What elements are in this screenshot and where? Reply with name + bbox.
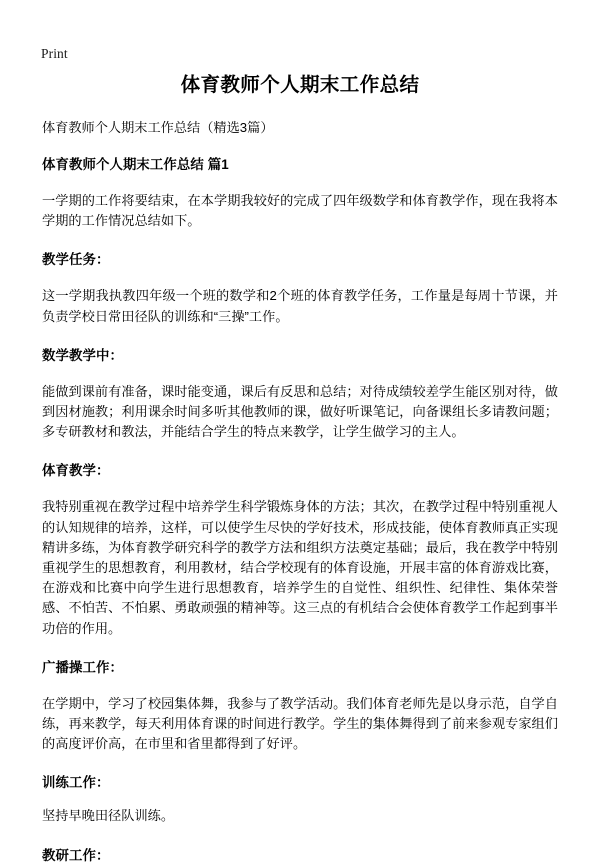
- print-button[interactable]: Print: [41, 46, 68, 61]
- section-body-math-teaching: 能做到课前有准备，课时能变通，课后有反思和总结；对待成绩较差学生能区别对待，做到因材施教；利用课余时间多听其他教师的课，做好听课笔记，向备课组长多请教问题；多专研教材和教法，并能结合学生的特点来教学，让学生做学习的主人。: [42, 383, 558, 440]
- document-subtitle: 体育教师个人期末工作总结（精选3篇）: [42, 120, 274, 135]
- section-heading-broadcast-exercise: 广播操工作：: [42, 659, 123, 675]
- section-body-pe-teaching: 我特别重视在教学过程中培养学生科学锻炼身体的方法；其次，在教学过程中特别重视人的认知规律的培养，这样，可以使学生尽快的学好技术，形成技能，使体育教师真正实现精讲多练，为体育教学研究科学的教学方法和组织方法奠定基础；最后，我在教学中特别重视学生的思想教育，利用教材，结合学校现有的体育设施，开展丰富的体育游戏比赛，在游戏和比赛中向学生进行思想教育，培养学生的自觉性、组织性、纪律性、集体荣誉感、不怕苦、不怕累、勇敢顽强的精神等。这三点的有机结合会使体育教学工作起到事半功倍的作用。: [42, 499, 558, 636]
- intro-paragraph: 一学期的工作将要结束，在本学期我较好的完成了四年级数学和体育教学作，现在我将本学期的工作情况总结如下。: [42, 193, 558, 229]
- page-title: 体育教师个人期末工作总结: [180, 74, 420, 96]
- section-body-teaching-duties: 这一学期我执教四年级一个班的数学和2个班的体育教学任务，工作量是每周十节课，并负责学校日常田径队的训练和“三操”工作。: [42, 288, 558, 324]
- section-body-broadcast-exercise: 在学期中，学习了校园集体舞，我参与了教学活动。我们体育老师先是以身示范，自学自练，再来教学，每天利用体育课的时间进行教学。学生的集体舞得到了前来参观专家组们的高度评价高，在市里和省里都得到了好评。: [42, 695, 558, 752]
- document-content: [42, 72, 558, 866]
- section-heading-research: 教研工作：: [42, 847, 110, 863]
- section-heading-pe-teaching: 体育教学：: [42, 463, 110, 479]
- section-heading-math-teaching: 数学教学中：: [42, 347, 123, 363]
- section-body-training: 坚持早晚田径队训练。: [42, 808, 175, 824]
- section-heading-training: 训练工作：: [42, 775, 110, 791]
- article-heading: 体育教师个人期末工作总结 篇1: [42, 157, 229, 172]
- section-heading-teaching-duties: 教学任务：: [42, 252, 110, 268]
